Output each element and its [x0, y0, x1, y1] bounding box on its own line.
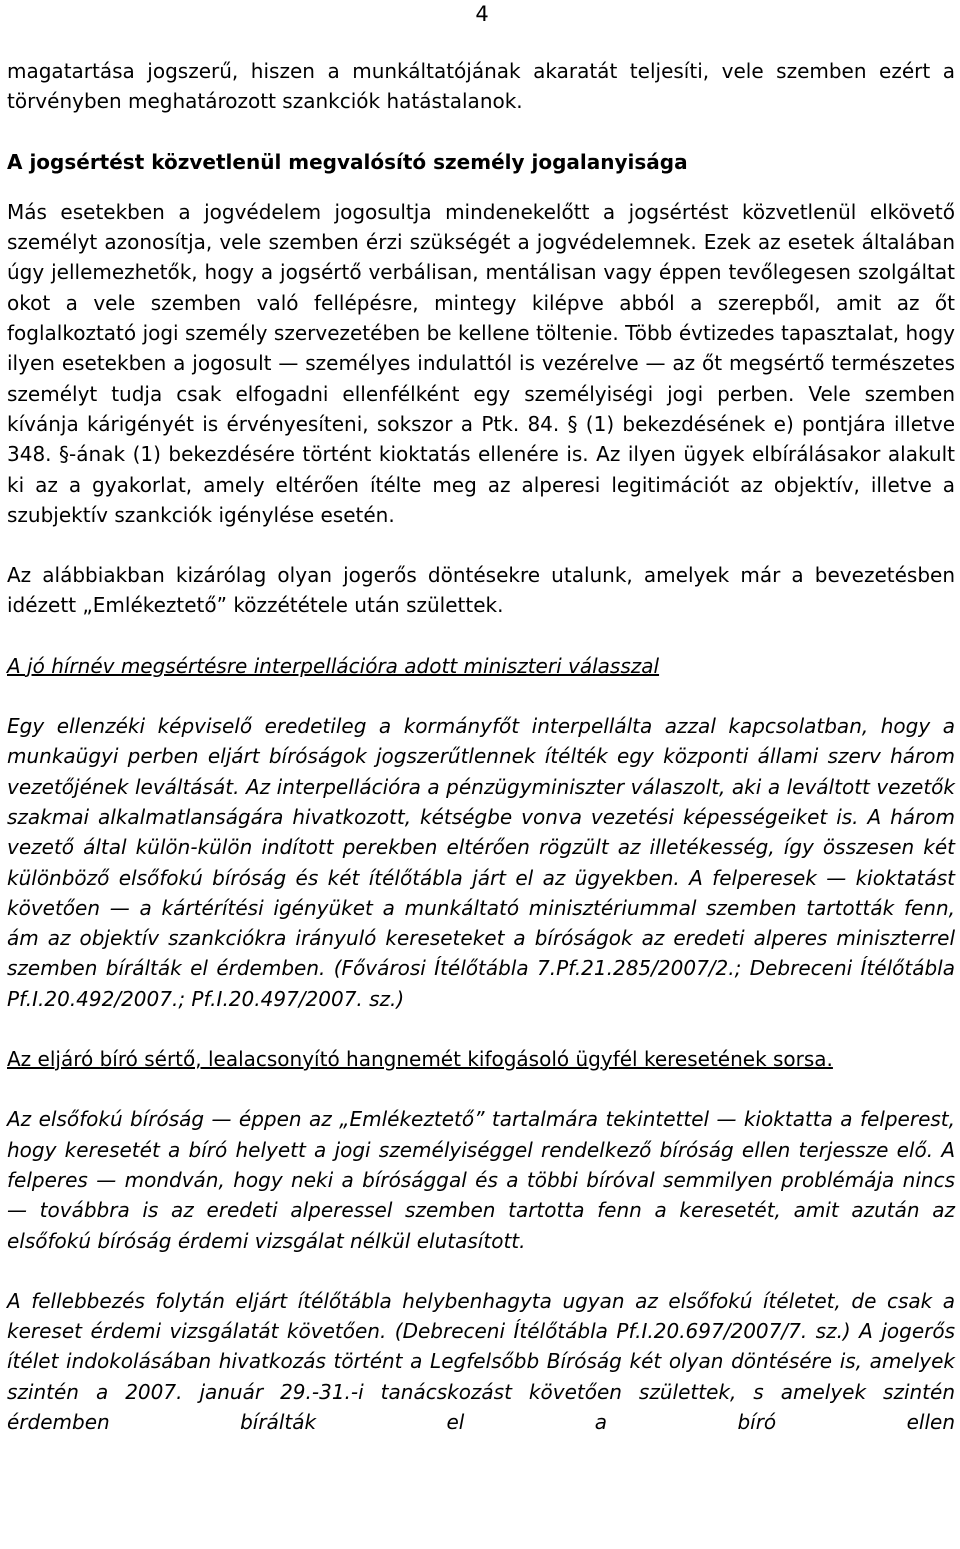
paragraph-other-cases: Más esetekben a jogvédelem jogosultja mindenekelőtt a jogsértést közvetlenül elkövető személyt azonosítja, vele szemben érzi szükségét a jogvédelemnek. Ezek az esetek általában úgy jellemezhetők, hogy a jogsértő verbálisan, mentálisan vagy éppen tevőlegesen szolgáltat okot a vele szemben való fellépésre, mintegy kilépve abból a szerepből, amit az őt foglalkoztató jogi személy szervezetében be kellene töltenie. Több évtizedes tapasztalat, hogy ilyen esetekben a jogosult — személyes indulattól is vezérelve — az őt megsértő természetes személyt tudja csak elfogadni ellenfélként egy személyiségi jogi perben. Vele szemben kívánja kárigényét is érvényesíteni, sokszor a Ptk. 84. § (1) bekezdésének e) pontjára illetve 348. §-ának (1) bekezdésére történt kioktatás ellenére is. Az ilyen ügyek elbírálásakor alakult ki az a gyakorlat, amely eltérően ítélte meg az alperesi legitimációt az objektív, illetve a szubjektív szankciók igénylése esetén.: [7, 199, 955, 527]
section-heading-legal-personality: A jogsértést közvetlenül megvalósító személy jogalanyisága: [7, 149, 688, 174]
page-number: 4: [475, 2, 489, 26]
paragraph-first-instance: Az elsőfokú bíróság — éppen az „Emlékeztető” tartalmára tekintettel — kioktatta a felperest, hogy keresetét a bíró helyett a jogi személyiséggel rendelkező bíróság ellen terjessze elő. A felperes — mondván, hogy neki a bírósággal és a többi bíróval semmilyen problémája nincs — továbbra is az eredeti alperessel szemben tartotta fenn a keresetét, amit azután az elsőfokú bíróság érdemi vizsgálat nélkül elutasított.: [7, 1107, 955, 1253]
section-heading-judge-tone: Az eljáró bíró sértő, lealacsonyító hangnemét kifogásoló ügyfél keresetének sorsa.: [7, 1047, 833, 1072]
paragraph-continuation: magatartása jogszerű, hiszen a munkáltatójának akaratát teljesíti, vele szemben ezért a törvényben meghatározott szankciók hatástalanok.: [7, 59, 955, 114]
section-heading-reputation: A jó hírnév megsértésre interpellációra adott miniszteri válasszal: [7, 653, 660, 678]
document-body: [7, 56, 955, 1437]
paragraph-final-decisions-intro: Az alábbiakban kizárólag olyan jogerős döntésekre utalunk, amelyek már a bevezetésben idézett „Emlékeztető” közzététele után születtek.: [7, 563, 955, 618]
paragraph-interpellation-case: Egy ellenzéki képviselő eredetileg a kormányfőt interpellálta azzal kapcsolatban, hogy a munkaügyi perben eljárt bíróságok jogszerűtlennek ítélték egy központi állami szerv három vezetőjének leváltását. Az interpellációra a pénzügyminiszter válaszolt, aki a leváltott vezetők szakmai alkalmatlanságára hivatkozott, kétségbe vonva vezetési képességeiket is. A három vezető által külön-külön indított perekben eltérően rögzült az illetékesség, így összesen két különböző elsőfokú bíróság és két ítélőtábla járt el az ügyekben. A felperesek — kioktatást követően — a kártérítési igényüket a munkáltató minisztériummal szemben tartották fenn, ám az objektív szankciókra irányuló kereseteket a bíróságok az eredeti alperes miniszterrel szemben bírálták el érdemben. (Fővárosi Ítélőtábla 7.Pf.21.285/2007/2.; Debreceni Ítélőtábla Pf.I.20.492/2007.; Pf.I.20.497/2007. sz.): [7, 714, 955, 1011]
paragraph-appeal: A fellebbezés folytán eljárt ítélőtábla helybenhagyta ugyan az elsőfokú ítéletet, de csak a kereset érdemi vizsgálatát követően. (Debreceni Ítélőtábla Pf.I.20.697/2007/7. sz.) A jogerős ítélet indokolásában hivatkozás történt a Legfelsőbb Bíróság két olyan döntésére is, amelyek szintén a 2007. január 29.-31.-i tanácskozást követően születtek, s amelyek szintén érdemben bírálták el a bíró ellen: [7, 1288, 955, 1434]
